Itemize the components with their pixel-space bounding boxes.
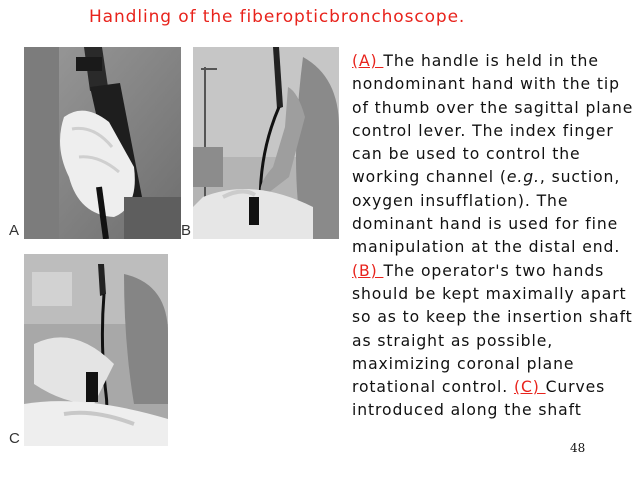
- slide-title: Handling of the fiberopticbronchoscope.: [89, 7, 466, 27]
- page-number: 48: [570, 441, 586, 455]
- photo-c-image: [24, 254, 168, 446]
- photo-panel-b: [193, 47, 339, 239]
- panel-label-a: A: [9, 222, 20, 239]
- photo-panel-a: [24, 47, 181, 239]
- caption-paragraph: [352, 50, 638, 423]
- ref-c: (C): [513, 378, 546, 397]
- text-a2: , suction, oxygen insufflation). The dominant hand is used for fine manipulation at the distal end.: [352, 168, 621, 257]
- ref-b: (B): [352, 261, 384, 280]
- caption-text: [352, 50, 638, 423]
- photo-panel-c: [24, 254, 168, 446]
- panel-label-b: B: [181, 222, 192, 239]
- text-a: The handle is held in the nondominant hand with the tip of thumb over the sagittal plane control lever. The index finger can be used to control the working channel (: [352, 52, 634, 187]
- ref-a: (A): [352, 52, 384, 70]
- photo-b-image: [193, 47, 339, 239]
- text-b: The operator's two hands should be kept maximally apart so as to keep the insertion shaft as straight as possible, maximizing coronal plane rotational control.: [352, 261, 633, 397]
- text-c: Curves introduced along the shaft: [352, 378, 606, 420]
- panel-label-c: C: [9, 430, 20, 447]
- text-eg: e.g.: [506, 168, 540, 187]
- photo-a-image: [24, 47, 181, 239]
